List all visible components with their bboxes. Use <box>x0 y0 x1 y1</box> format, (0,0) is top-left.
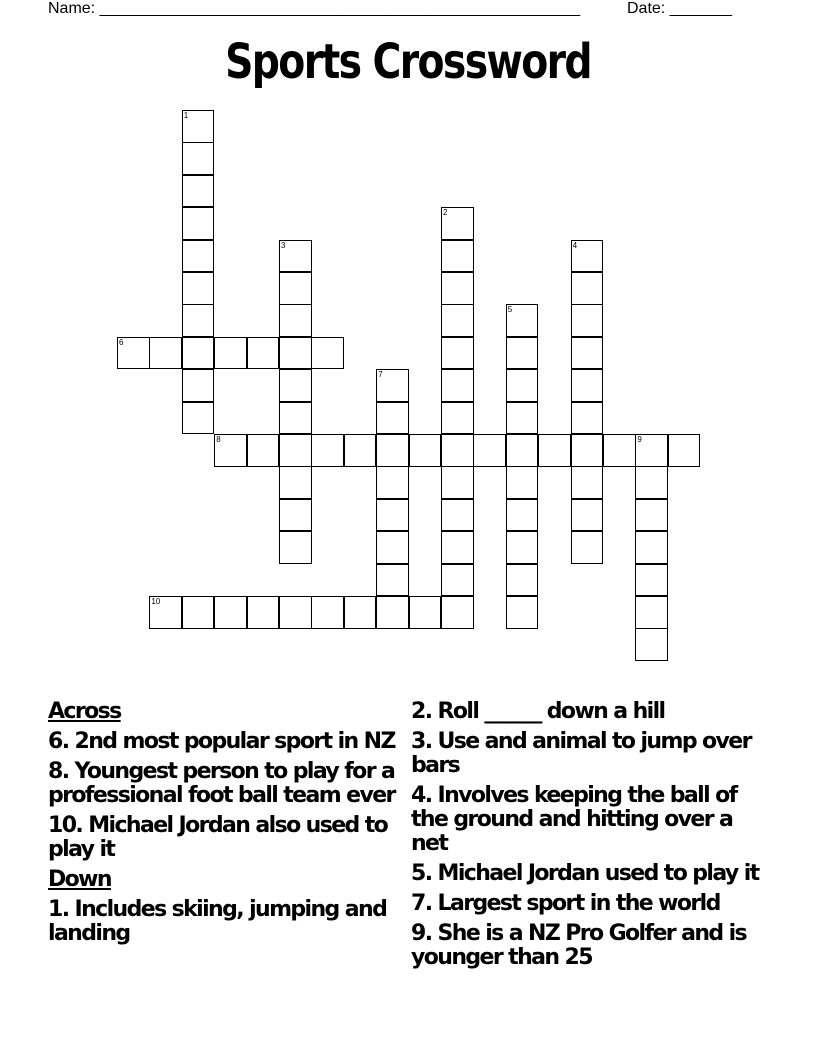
crossword-cell[interactable] <box>182 304 215 337</box>
clue-number: 5. <box>411 861 432 886</box>
crossword-cell[interactable] <box>182 110 215 143</box>
crossword-cell[interactable] <box>506 499 539 532</box>
crossword-cell[interactable] <box>182 369 215 402</box>
crossword-cell[interactable] <box>441 596 474 629</box>
clue-item <box>411 700 771 724</box>
crossword-cell[interactable] <box>376 434 409 467</box>
crossword-cell[interactable] <box>506 337 539 370</box>
clue-number-label: 5 <box>507 305 513 315</box>
clue-number-label: 1 <box>183 111 189 120</box>
crossword-cell[interactable] <box>311 596 344 629</box>
crossword-cell[interactable] <box>376 369 409 402</box>
clue-number: 3. <box>411 729 432 754</box>
clue-number-label: 10 <box>151 597 161 606</box>
crossword-cell[interactable] <box>409 434 442 467</box>
crossword-cell[interactable] <box>506 596 539 629</box>
crossword-cell[interactable] <box>182 240 215 273</box>
clue-number-label: 7 <box>378 370 383 380</box>
crossword-cell[interactable] <box>571 499 604 532</box>
crossword-cell[interactable] <box>571 466 604 499</box>
crossword-cell[interactable] <box>182 142 215 175</box>
page-title: Sports Crossword <box>225 34 591 90</box>
crossword-cell[interactable] <box>506 531 539 564</box>
clue-item <box>48 730 408 754</box>
crossword-cell[interactable] <box>506 564 539 597</box>
crossword-cell[interactable] <box>182 402 215 435</box>
crossword-cell[interactable] <box>506 434 539 467</box>
crossword-cell[interactable] <box>214 596 247 629</box>
crossword-cell[interactable] <box>506 466 539 499</box>
crossword-cell[interactable] <box>409 596 442 629</box>
crossword-cell[interactable] <box>247 596 280 629</box>
crossword-cell[interactable] <box>279 596 312 629</box>
crossword-cell[interactable] <box>441 369 474 402</box>
clue-item <box>48 814 408 862</box>
crossword-cell[interactable] <box>311 434 344 467</box>
crossword-cell[interactable] <box>376 402 409 435</box>
crossword-cell[interactable] <box>376 466 409 499</box>
clues-heading: Down <box>48 867 111 892</box>
crossword-cell[interactable] <box>182 175 215 208</box>
crossword-cell[interactable] <box>279 369 312 402</box>
clue-text: Roll ______ down a hill <box>431 699 665 724</box>
crossword-cell[interactable] <box>441 207 474 240</box>
crossword-cell[interactable] <box>279 337 312 370</box>
clue-number: 10. <box>48 813 83 838</box>
crossword-cell[interactable] <box>441 466 474 499</box>
clues-right-column <box>411 700 771 976</box>
crossword-cell[interactable] <box>571 337 604 370</box>
clue-item <box>411 892 771 916</box>
clue-text: 2nd most popular sport in NZ <box>68 729 395 754</box>
crossword-cell[interactable] <box>635 434 668 467</box>
clue-item <box>411 784 771 856</box>
clue-text: Largest sport in the world <box>431 891 720 916</box>
clue-item <box>411 862 771 886</box>
crossword-cell[interactable] <box>635 466 668 499</box>
clue-number-label: 8 <box>216 435 221 444</box>
clue-text: Youngest person to play for a professional foot ball team ever <box>48 759 395 808</box>
crossword-cell[interactable] <box>571 402 604 435</box>
clue-number: 4. <box>411 783 432 808</box>
crossword-cell[interactable] <box>376 499 409 532</box>
clue-text: Use and animal to jump over bars <box>411 729 751 778</box>
clues-left-column <box>48 700 408 952</box>
clue-number: 6. <box>48 729 69 754</box>
clue-item <box>48 760 408 808</box>
crossword-cell[interactable] <box>635 596 668 629</box>
clue-item <box>411 730 771 778</box>
clue-number-label: 9 <box>637 435 642 444</box>
crossword-cell[interactable] <box>182 337 215 370</box>
crossword-cell[interactable] <box>182 272 215 305</box>
crossword-cell[interactable] <box>571 240 604 273</box>
crossword-cell[interactable] <box>635 628 668 661</box>
clue-number: 2. <box>411 699 432 724</box>
crossword-cell[interactable] <box>117 337 150 370</box>
clues-heading: Across <box>48 699 121 724</box>
crossword-cell[interactable] <box>441 531 474 564</box>
crossword-cell[interactable] <box>182 596 215 629</box>
crossword-cell[interactable] <box>214 434 247 467</box>
crossword-cell[interactable] <box>279 402 312 435</box>
crossword-cell[interactable] <box>182 207 215 240</box>
crossword-cell[interactable] <box>344 434 377 467</box>
clue-number-label: 4 <box>572 240 578 250</box>
crossword-cell[interactable] <box>441 337 474 370</box>
clue-number: 7. <box>411 891 432 916</box>
clue-text: Includes skiing, jumping and landing <box>48 897 387 946</box>
date-field-label: Date: _______ <box>627 0 732 17</box>
crossword-cell[interactable] <box>247 337 280 370</box>
crossword-cell[interactable] <box>279 272 312 305</box>
crossword-cell[interactable] <box>441 272 474 305</box>
crossword-cell[interactable] <box>668 434 701 467</box>
crossword-cell[interactable] <box>279 434 312 467</box>
crossword-cell[interactable] <box>311 337 344 370</box>
clue-text: Michael Jordan also used to play it <box>48 813 388 862</box>
clue-number-label: 3 <box>281 240 286 250</box>
crossword-cell[interactable] <box>538 434 571 467</box>
crossword-cell[interactable] <box>247 434 280 467</box>
crossword-cell[interactable] <box>506 402 539 435</box>
clue-number-label: 6 <box>119 337 124 347</box>
crossword-cell[interactable] <box>279 499 312 532</box>
crossword-cell[interactable] <box>376 564 409 597</box>
crossword-cell[interactable] <box>635 531 668 564</box>
crossword-cell[interactable] <box>441 434 474 467</box>
crossword-cell[interactable] <box>506 304 539 337</box>
crossword-cell[interactable] <box>603 434 636 467</box>
crossword-cell[interactable] <box>149 337 182 370</box>
clue-text: Involves keeping the ball of the ground and hitting over a net <box>411 783 737 856</box>
crossword-cell[interactable] <box>571 272 604 305</box>
crossword-cell[interactable] <box>279 531 312 564</box>
crossword-cell[interactable] <box>571 434 604 467</box>
crossword-cell[interactable] <box>344 596 377 629</box>
crossword-cell[interactable] <box>571 304 604 337</box>
crossword-cell[interactable] <box>571 531 604 564</box>
name-field-label: Name: ______________________________________________________ <box>48 0 581 17</box>
clue-item <box>48 898 408 946</box>
clue-number: 1. <box>48 897 69 922</box>
crossword-cell[interactable] <box>506 369 539 402</box>
crossword-cell[interactable] <box>441 499 474 532</box>
clue-number: 9. <box>411 921 432 946</box>
crossword-cell[interactable] <box>376 531 409 564</box>
crossword-cell[interactable] <box>441 240 474 273</box>
crossword-cell[interactable] <box>441 304 474 337</box>
crossword-cell[interactable] <box>279 466 312 499</box>
crossword-cell[interactable] <box>441 564 474 597</box>
crossword-cell[interactable] <box>441 402 474 435</box>
clue-text: Michael Jordan used to play it <box>431 861 759 886</box>
crossword-cell[interactable] <box>376 596 409 629</box>
crossword-cell[interactable] <box>279 240 312 273</box>
crossword-cell[interactable] <box>571 369 604 402</box>
crossword-cell[interactable] <box>473 434 506 467</box>
clue-number: 8. <box>48 759 69 784</box>
crossword-cell[interactable] <box>279 304 312 337</box>
crossword-cell[interactable] <box>635 499 668 532</box>
crossword-cell[interactable] <box>214 337 247 370</box>
clue-item <box>411 922 771 970</box>
clue-number-label: 2 <box>443 208 448 218</box>
crossword-cell[interactable] <box>149 596 182 629</box>
clue-text: She is a NZ Pro Golfer and is younger than 25 <box>411 921 747 970</box>
crossword-cell[interactable] <box>635 564 668 597</box>
